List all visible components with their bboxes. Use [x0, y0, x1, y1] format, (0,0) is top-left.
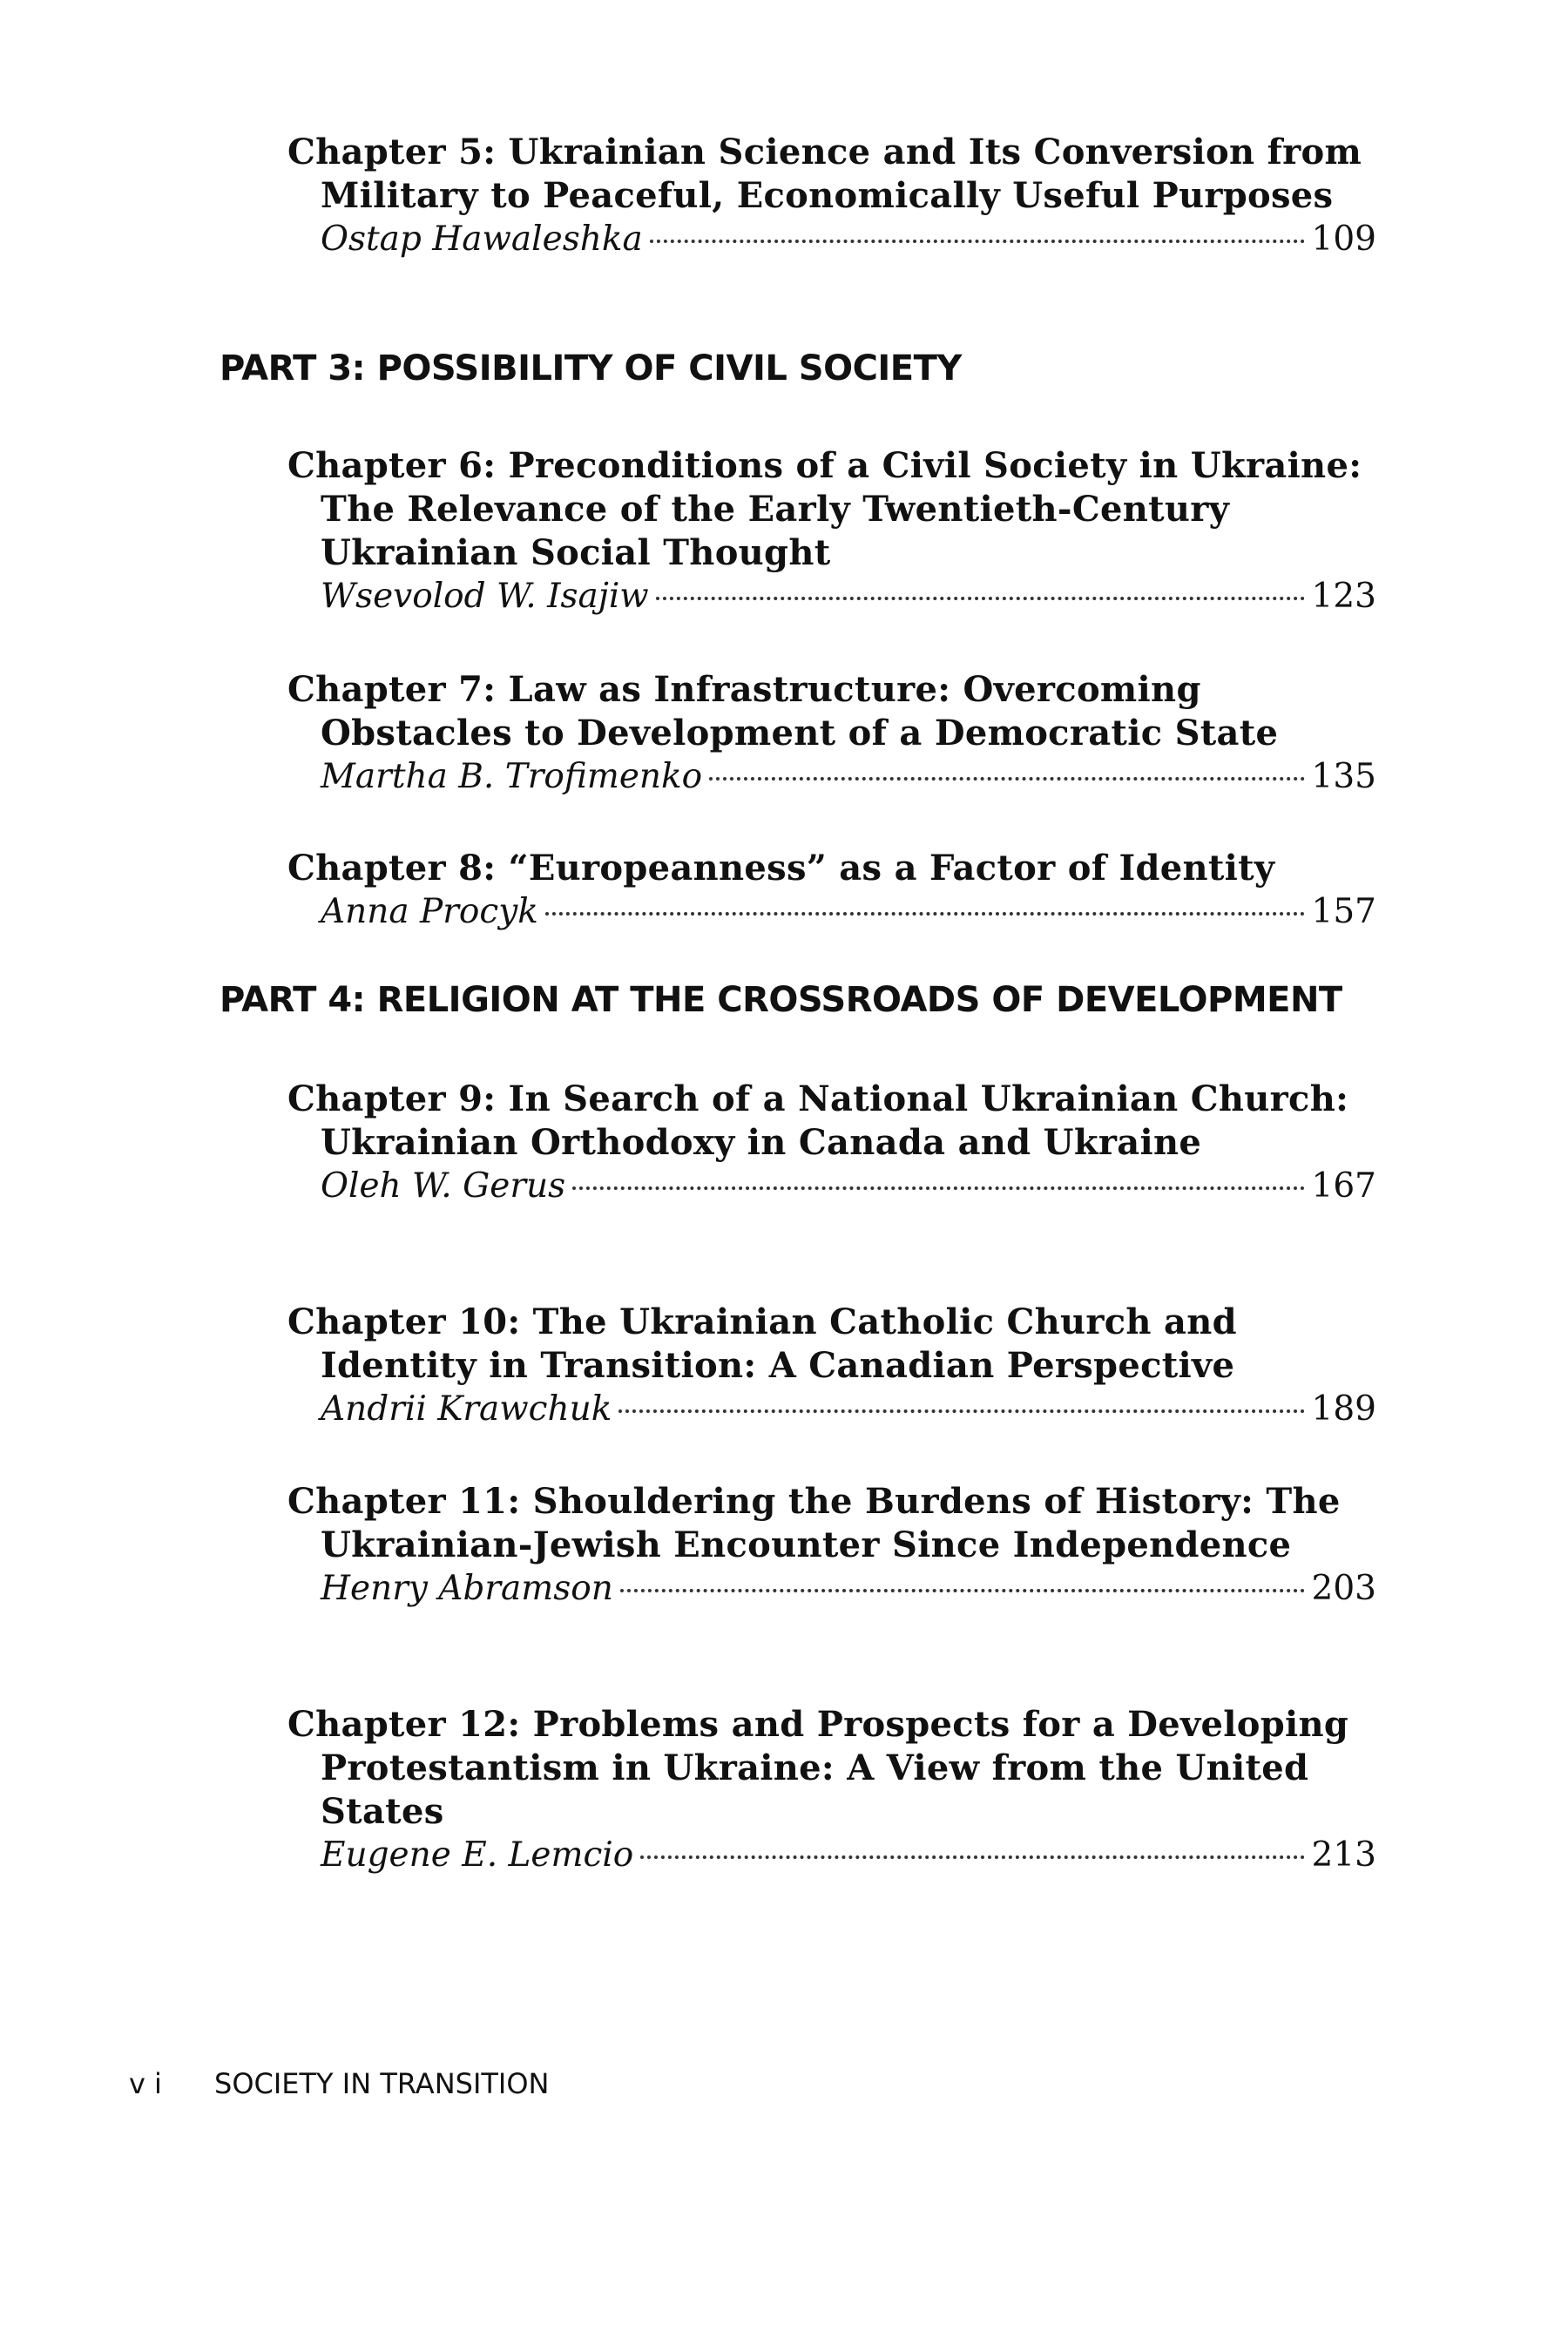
chapter-title: Chapter 10: The Ukrainian Catholic Church and Identity in Transition: A Canadian Perspective — [287, 1301, 1237, 1386]
chapter-author: Henry Abramson — [321, 1569, 613, 1608]
dot-leader — [650, 240, 1305, 243]
page-number: 109 — [1311, 220, 1376, 259]
chapter-author: Oleh W. Gerus — [321, 1166, 566, 1206]
folio-page-number: vi — [129, 2067, 171, 2100]
page-number: 189 — [1311, 1389, 1376, 1429]
chapter-author: Eugene E. Lemcio — [321, 1835, 634, 1875]
chapter-author: Wsevolod W. Isajiw — [321, 577, 649, 616]
page-number: 167 — [1311, 1166, 1376, 1206]
author-line — [287, 575, 1376, 618]
toc-entry-chapter-6 — [287, 444, 1376, 618]
page-number: 213 — [1311, 1835, 1376, 1875]
page-footer — [129, 2067, 549, 2100]
dot-leader — [620, 1589, 1305, 1592]
page-number: 135 — [1311, 757, 1376, 796]
part-4-heading: PART 4: RELIGION AT THE CROSSROADS OF DEVELOPMENT — [220, 980, 1342, 1020]
part-3-heading: PART 3: POSSIBILITY OF CIVIL SOCIETY — [220, 348, 962, 389]
chapter-title: Chapter 6: Preconditions of a Civil Society in Ukraine: The Relevance of the Early Twentieth-Century Ukrainian Social Thought — [287, 445, 1362, 573]
dot-leader — [656, 597, 1305, 600]
dot-leader — [572, 1186, 1304, 1190]
author-line — [287, 1388, 1376, 1431]
author-line — [287, 755, 1376, 799]
chapter-title: Chapter 12: Problems and Prospects for a Developing Protestantism in Ukraine: A View from the United States — [287, 1704, 1349, 1832]
page-number: 203 — [1311, 1569, 1376, 1608]
toc-entry-chapter-9 — [287, 1078, 1376, 1208]
author-line — [287, 1834, 1376, 1877]
author-line — [287, 1165, 1376, 1208]
toc-entry-chapter-12 — [287, 1703, 1376, 1877]
toc-entry-chapter-10 — [287, 1301, 1376, 1431]
dot-leader — [709, 777, 1304, 781]
chapter-author: Anna Procyk — [321, 892, 538, 931]
toc-entry-chapter-8 — [287, 847, 1376, 934]
page-number: 157 — [1311, 892, 1376, 931]
chapter-title: Chapter 9: In Search of a National Ukrainian Church: Ukrainian Orthodoxy in Canada and Ukraine — [287, 1078, 1349, 1163]
dot-leader — [640, 1855, 1304, 1859]
dot-leader — [545, 912, 1305, 916]
chapter-author: Martha B. Trofimenko — [321, 757, 703, 796]
chapter-author: Ostap Hawaleshka — [321, 220, 643, 259]
author-line — [287, 218, 1376, 261]
page-number: 123 — [1311, 577, 1376, 616]
author-line — [287, 890, 1376, 934]
toc-entry-chapter-11 — [287, 1480, 1376, 1611]
toc-entry-chapter-5 — [287, 131, 1376, 261]
chapter-title: Chapter 7: Law as Infrastructure: Overcoming Obstacles to Development of a Democratic State — [287, 669, 1279, 754]
author-line — [287, 1567, 1376, 1611]
dot-leader — [618, 1409, 1304, 1413]
chapter-title: Chapter 11: Shouldering the Burdens of History: The Ukrainian-Jewish Encounter Since Independence — [287, 1481, 1341, 1565]
chapter-author: Andrii Krawchuk — [321, 1389, 612, 1429]
toc-entry-chapter-7 — [287, 668, 1376, 799]
chapter-title: Chapter 8: “Europeanness” as a Factor of Identity — [287, 848, 1275, 889]
chapter-title: Chapter 5: Ukrainian Science and Its Conversion from Military to Peaceful, Economically Useful Purposes — [287, 132, 1362, 216]
running-title: SOCIETY IN TRANSITION — [214, 2067, 550, 2100]
